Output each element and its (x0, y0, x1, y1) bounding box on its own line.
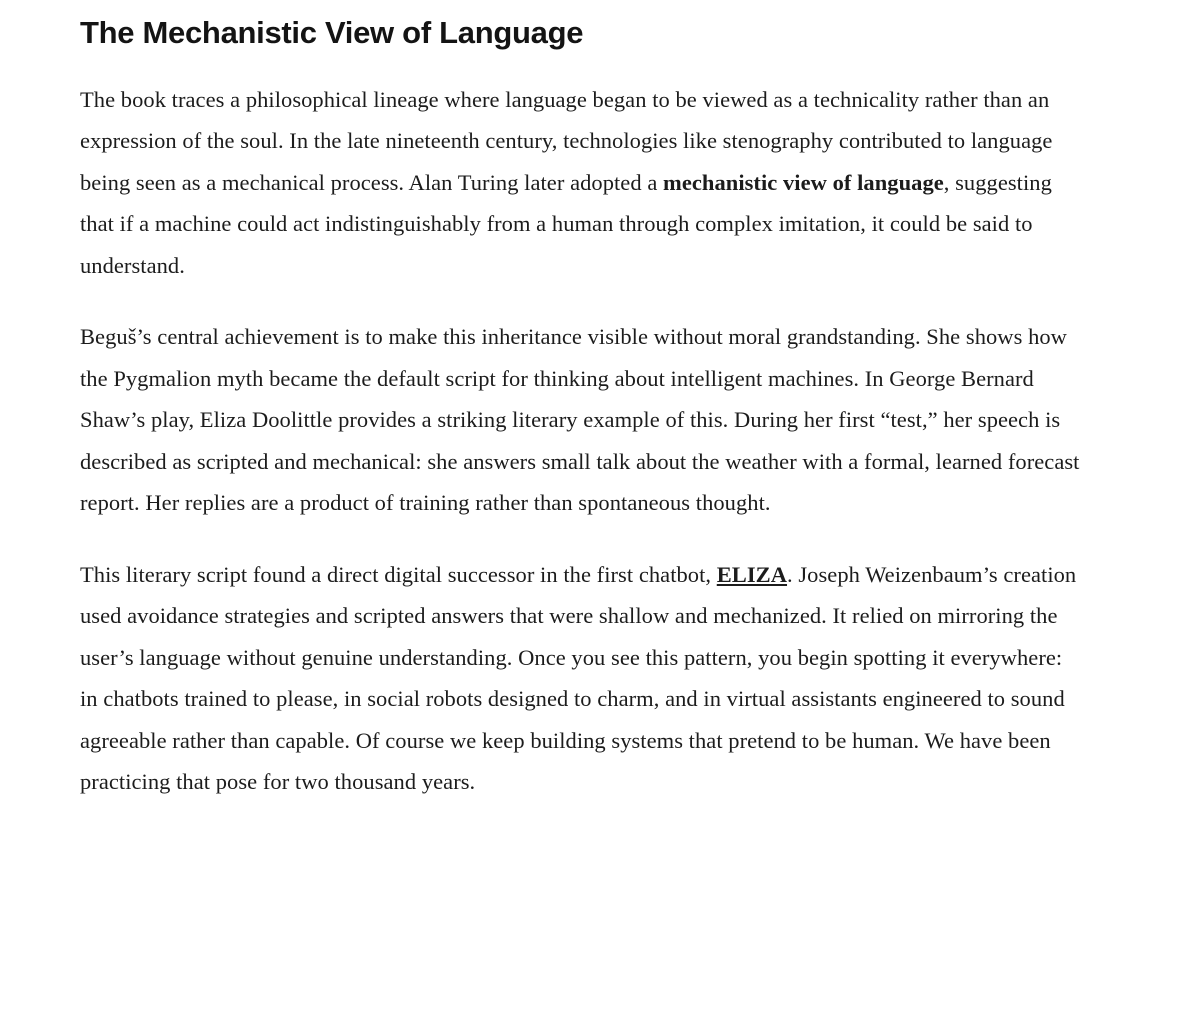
article-body (80, 79, 1080, 803)
paragraph (80, 554, 1080, 803)
page-title: The Mechanistic View of Language (80, 15, 584, 50)
paragraph-text: Beguš’s central achievement is to make this inheritance visible without moral grandstanding. She shows how the Pygmalion myth became the default script for thinking about intelligent machines. In George Bernard Shaw’s play, Eliza Doolittle provides a striking literary example of this. During her first “test,” her speech is described as scripted and mechanical: she answers small talk about the weather with a formal, learned forecast report. Her replies are a product of training rather than spontaneous thought. (80, 324, 1080, 516)
paragraph-text: . Joseph Weizenbaum’s creation used avoidance strategies and scripted answers that were shallow and mechanized. It relied on mirroring the user’s language without genuine understanding. Once you see this pattern, you begin spotting it everywhere: in chatbots trained to please, in social robots designed to charm, and in virtual assistants engineered to sound agreeable rather than capable. Of course we keep building systems that pretend to be human. We have been practicing that pose for two thousand years. (80, 561, 1077, 795)
paragraph-text: The book traces a philosophical lineage where language began to be viewed as a technicality rather than an expression of the soul. In the late nineteenth century, technologies like stenography contributed to language being seen as a mechanical process. Alan Turing later adopted a (80, 86, 1053, 195)
emphasis-text: mechanistic view of language (663, 169, 944, 195)
paragraph-text: , suggesting that if a machine could act indistinguishably from a human through complex imitation, it could be said to understand. (80, 169, 1052, 278)
eliza-link[interactable]: ELIZA (716, 561, 788, 587)
paragraph-text: This literary script found a direct digital successor in the first chatbot, (80, 561, 717, 587)
paragraph (80, 316, 1080, 524)
paragraph (80, 79, 1080, 287)
